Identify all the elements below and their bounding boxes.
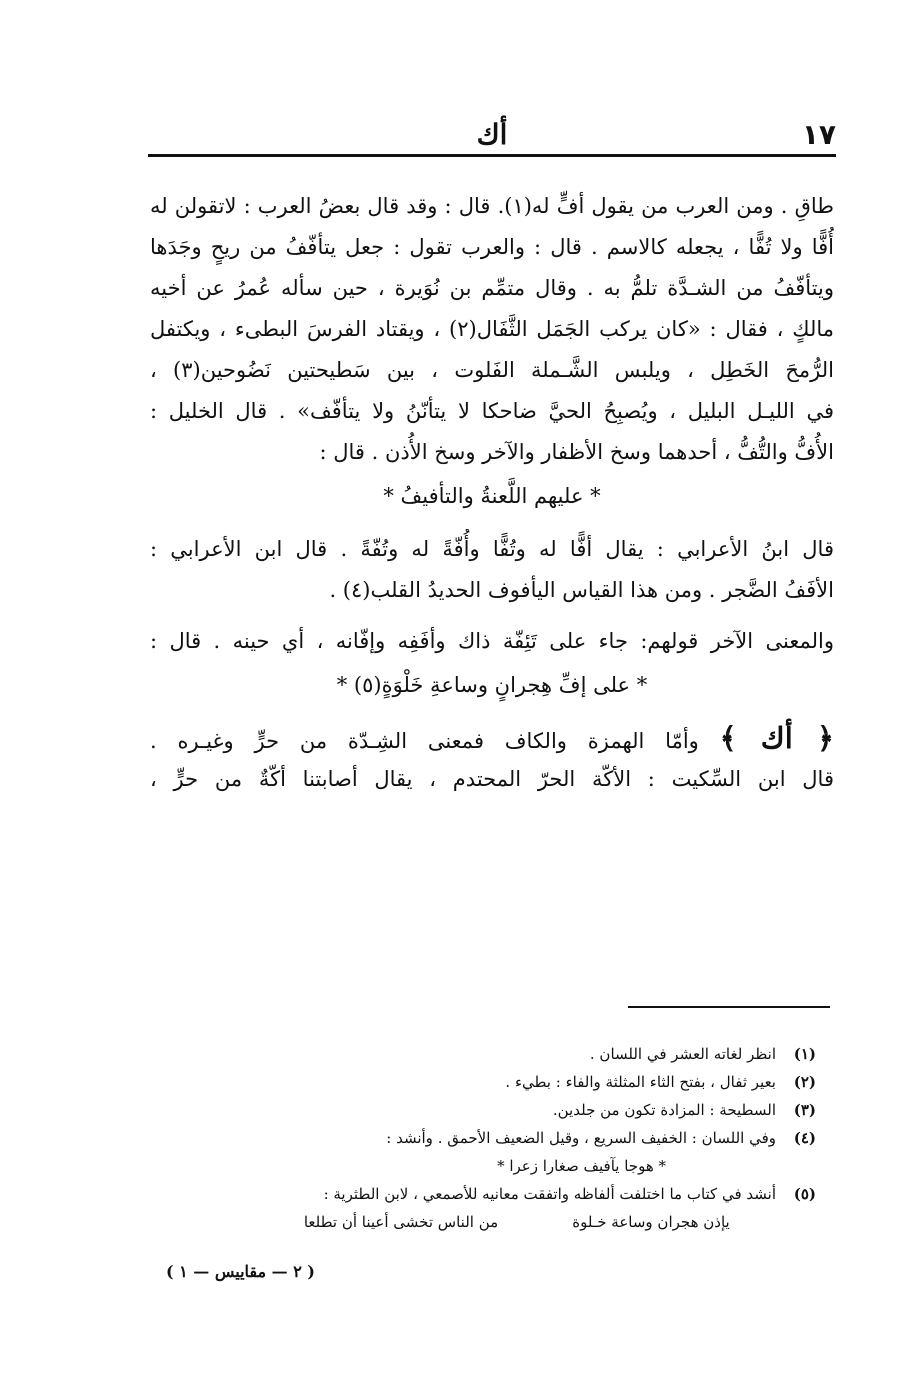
body-text [150, 186, 834, 800]
footnote [150, 1124, 816, 1152]
entry-text: وأمّا الهمزة والكاف فمعنى الشِـدّة من حرٍّ وغيـره . [150, 729, 720, 753]
running-header [148, 110, 836, 156]
text-line: قال ابن السِّكيت : الأكّة الحرّ المحتدم ، يقال أصابتنا أكّةٌ من حرٍّ ، [150, 767, 834, 791]
running-title: أك [476, 118, 508, 151]
footnote-text: انظر لغاته العشر في اللسان . [589, 1045, 776, 1063]
text-line: أُفًّا ولا تُفًّا ، يجعله كالاسم . قال : والعرب تقول : جعل يتأفّفُ من ريحٍ وجَدَها [150, 235, 834, 259]
text-line: الأُفُّ والتُّفُّ ، أحدهما وسخ الأظفار والآخر وسخ الأُذن . قال : [319, 440, 834, 464]
footnote-text: السطيحة : المزادة تكون من جلدين. [552, 1101, 776, 1119]
footnote-text: * هوجا يآفيف صغارا زعرا * [497, 1157, 666, 1175]
footnote-text: بعير ثفال ، بفتح الثاء المثلثة والفاء : بطيء . [505, 1073, 776, 1091]
footnote-number: (١) [793, 1045, 816, 1063]
footnote-text: وفي اللسان : الخفيف السريع ، وقيل الضعيف الأحمق . وأنشد : [386, 1129, 776, 1147]
footnote [150, 1040, 816, 1068]
text-line: الرُّمحَ الخَطِل ، ويلبس الشَّـملة الفَلوت ، بين سَطيحتين نَضُوحين(٣) ، [150, 358, 834, 382]
text-line: مالكٍ ، فقال : «كان يركب الجَمَل الثَّفَال(٢) ، ويقتاد الفرسَ البطىء ، ويكتفل [150, 317, 834, 341]
footnote [150, 1068, 816, 1096]
entry-headword: ﴿ أك ﴾ [719, 721, 834, 755]
footnote-number: (٥) [793, 1185, 816, 1203]
footnote-number: (٣) [793, 1101, 816, 1119]
verse-hemistich: يإذن هجران وساعة خـلوة [572, 1213, 730, 1231]
footnote-text: أنشد في كتاب ما اختلفت ألفاظه واتفقت معانيه للأصمعي ، لابن الطثرية : [323, 1185, 776, 1203]
text-line: الأفَفُ الضَّجر . ومن هذا القياس اليأفوف الحديدُ القلب(٤) . [329, 578, 834, 602]
verse-hemistich: من الناس تخشى أعينا أن تطلعا [303, 1213, 499, 1231]
text-line: قال ابنُ الأعرابي : يقال أفًّا له وتُفًّا وأُفّةً له وتُفّةً . قال ابن الأعرابي : [150, 537, 834, 561]
footnotes [150, 1040, 816, 1236]
text-line: طاقِ . ومن العرب من يقول أفٍّ له(١). قال : وقد قال بعضُ العرب : لاتقولن له [150, 194, 834, 218]
footnote-rule [628, 1006, 830, 1008]
footnote-number: (٢) [793, 1073, 816, 1091]
text-line: ويتأفّفُ من الشـدَّة تلمُّ به . وقال متمِّم بن نُوَيرة ، حين سأله عُمرُ عن أخيه [150, 276, 834, 300]
text-line: والمعنى الآخر قولهم: جاء على تَئِفّة ذاك وأفَفِه وإفّانه ، أي حينه . قال : [150, 629, 834, 653]
footnote [150, 1180, 816, 1208]
text-line: في الليـل البليل ، ويُصبِحُ الحيَّ ضاحكا لا يتأنّنُ ولا يتأفّف» . قال الخليل : [150, 399, 834, 423]
footnote-number: (٤) [793, 1129, 816, 1147]
header-rule [148, 154, 836, 157]
entry-line [150, 718, 834, 759]
page-number: ١٧ [801, 118, 836, 151]
footnote-verse-quote [150, 1152, 816, 1180]
verse-line: * عليهم اللَّعنةُ والتأفيفُ * [383, 484, 601, 508]
footnote [150, 1096, 816, 1124]
footnote-verse [150, 1208, 816, 1236]
verse-line: * على إفِّ هِجرانٍ وساعةِ خَلْوَةٍ(٥) * [336, 673, 648, 697]
signature-mark: ( ٢ — مقاييس — ١ ) [166, 1262, 315, 1281]
